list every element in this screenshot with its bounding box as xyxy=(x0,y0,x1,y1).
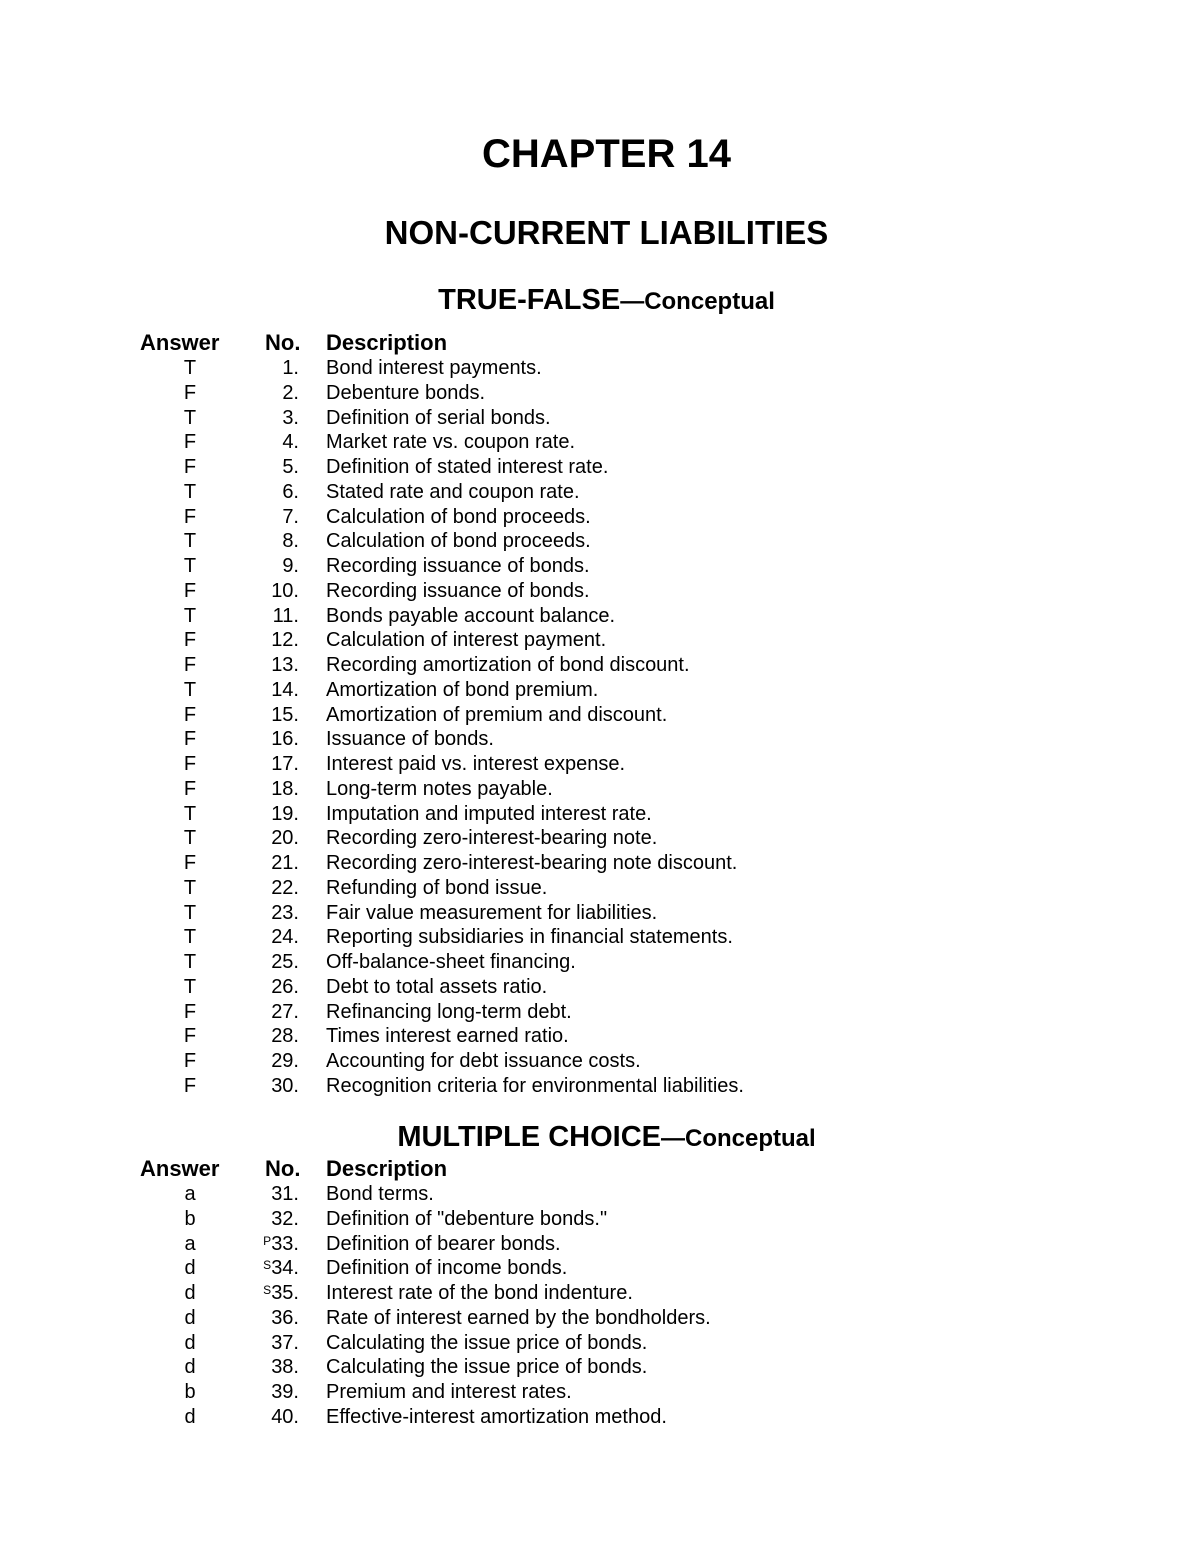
answer-cell: F xyxy=(183,852,197,874)
true-false-heading-dash: — xyxy=(620,288,645,315)
true-false-heading-main: TRUE-FALSE xyxy=(438,284,621,316)
question-row xyxy=(0,430,1200,455)
description-cell: Off-balance-sheet financing. xyxy=(326,951,576,973)
question-number: 17. xyxy=(271,753,299,775)
answer-cell: F xyxy=(183,431,197,454)
question-row xyxy=(0,604,1200,629)
description-cell: Calculating the issue price of bonds. xyxy=(326,1356,648,1379)
question-number: 2. xyxy=(282,381,299,404)
question-number: 34. xyxy=(271,1257,299,1280)
question-number-cell xyxy=(220,727,299,752)
description-cell: Refinancing long-term debt. xyxy=(326,1000,572,1023)
description-cell: Long-term notes payable. xyxy=(326,777,553,800)
question-number: 12. xyxy=(271,629,299,652)
description-cell: Bond terms. xyxy=(326,1183,434,1205)
answer-cell: T xyxy=(183,357,197,379)
answer-cell: d xyxy=(184,1257,196,1280)
description-cell: Calculating the issue price of bonds. xyxy=(326,1331,648,1354)
question-number-cell xyxy=(220,1000,299,1025)
question-number-cell xyxy=(220,975,299,1000)
question-number: 13. xyxy=(271,654,299,676)
question-number: 37. xyxy=(271,1331,299,1354)
question-number: 11. xyxy=(272,604,299,627)
answer-cell: b xyxy=(184,1381,196,1403)
question-row xyxy=(0,752,1200,777)
description-cell: Recording zero-interest-bearing note. xyxy=(326,827,658,850)
question-number: 14. xyxy=(271,678,299,701)
answer-cell: T xyxy=(183,480,197,503)
answer-column-header: Answer xyxy=(140,330,220,355)
question-number-cell xyxy=(220,381,299,406)
question-number-cell xyxy=(220,1355,299,1380)
answer-cell: F xyxy=(183,777,197,800)
description-cell: Reporting subsidiaries in financial statements. xyxy=(326,926,733,949)
question-number-cell xyxy=(220,1281,299,1306)
answer-cell: F xyxy=(183,753,197,775)
answer-cell: T xyxy=(183,975,197,998)
question-number: 7. xyxy=(282,505,299,528)
question-number: 27. xyxy=(271,1000,299,1023)
description-cell: Imputation and imputed interest rate. xyxy=(326,802,652,825)
question-number: 21. xyxy=(271,852,299,874)
question-row xyxy=(0,1074,1200,1099)
question-row xyxy=(0,554,1200,579)
question-number-cell xyxy=(220,505,299,530)
question-row xyxy=(0,1380,1200,1405)
question-row xyxy=(0,1256,1200,1281)
description-cell: Fair value measurement for liabilities. xyxy=(326,901,658,924)
question-row xyxy=(0,480,1200,505)
question-number: 3. xyxy=(282,406,299,429)
question-row xyxy=(0,1049,1200,1074)
description-column-header: Description xyxy=(326,1156,448,1181)
question-number: 23. xyxy=(271,901,299,924)
question-row xyxy=(0,727,1200,752)
question-row xyxy=(0,1355,1200,1380)
answer-cell: T xyxy=(183,901,197,924)
answer-cell: F xyxy=(183,1074,197,1097)
true-false-table xyxy=(0,330,1200,1099)
question-row xyxy=(0,975,1200,1000)
description-cell: Bond interest payments. xyxy=(326,357,542,379)
question-row xyxy=(0,950,1200,975)
question-number: 35. xyxy=(271,1282,299,1304)
description-cell: Times interest earned ratio. xyxy=(326,1025,569,1048)
question-row xyxy=(0,1000,1200,1025)
answer-cell: F xyxy=(183,654,197,676)
question-number-cell xyxy=(220,430,299,455)
number-column-header: No. xyxy=(265,330,301,355)
description-cell: Calculation of bond proceeds. xyxy=(326,505,591,528)
answer-cell: T xyxy=(183,530,197,553)
description-cell: Debenture bonds. xyxy=(326,381,486,404)
question-number: 31. xyxy=(271,1183,299,1205)
question-row xyxy=(0,628,1200,653)
question-row xyxy=(0,1281,1200,1306)
question-row xyxy=(0,505,1200,530)
question-number-cell xyxy=(220,1232,299,1257)
answer-cell: F xyxy=(183,505,197,528)
question-number-cell xyxy=(220,554,299,579)
answer-cell: F xyxy=(183,456,197,478)
answer-cell: T xyxy=(183,555,197,577)
question-number-cell xyxy=(220,1256,299,1281)
question-row xyxy=(0,703,1200,728)
description-cell: Interest paid vs. interest expense. xyxy=(326,753,626,775)
question-number: 25. xyxy=(271,951,299,973)
answer-cell: T xyxy=(183,876,197,899)
multiple-choice-heading xyxy=(0,1119,1200,1160)
description-cell: Recording zero-interest-bearing note discount. xyxy=(326,852,738,874)
true-false-header-row xyxy=(0,330,1200,356)
description-cell: Recording amortization of bond discount. xyxy=(326,654,690,676)
answer-cell: d xyxy=(184,1282,196,1304)
question-number: 33. xyxy=(271,1232,299,1255)
question-number-cell xyxy=(220,1024,299,1049)
chapter-title: CHAPTER 14 xyxy=(482,132,731,176)
description-cell: Calculation of bond proceeds. xyxy=(326,530,591,553)
question-row xyxy=(0,455,1200,480)
question-row xyxy=(0,579,1200,604)
question-number-cell xyxy=(220,1306,299,1331)
question-number: 6. xyxy=(282,480,299,503)
description-cell: Calculation of interest payment. xyxy=(326,629,607,652)
answer-column-header: Answer xyxy=(140,1156,220,1181)
question-number-cell xyxy=(220,480,299,505)
multiple-choice-heading-dash: — xyxy=(661,1125,685,1152)
multiple-choice-header-row xyxy=(0,1156,1200,1182)
answer-cell: a xyxy=(184,1183,196,1205)
question-number: 4. xyxy=(282,431,299,454)
question-row xyxy=(0,851,1200,876)
question-number-cell xyxy=(220,1331,299,1356)
description-cell: Premium and interest rates. xyxy=(326,1381,572,1403)
question-number: 29. xyxy=(271,1050,299,1072)
question-number: 36. xyxy=(271,1306,299,1329)
question-row xyxy=(0,1024,1200,1049)
question-number-cell xyxy=(220,1405,299,1430)
question-row xyxy=(0,1306,1200,1331)
question-row xyxy=(0,925,1200,950)
answer-cell: F xyxy=(183,1000,197,1023)
question-row xyxy=(0,653,1200,678)
question-row xyxy=(0,1232,1200,1257)
question-number-cell xyxy=(220,1074,299,1099)
answer-cell: T xyxy=(183,951,197,973)
chapter-subtitle: NON-CURRENT LIABILITIES xyxy=(384,214,829,251)
multiple-choice-heading-main: MULTIPLE CHOICE xyxy=(397,1121,661,1153)
question-number: 28. xyxy=(271,1025,299,1048)
true-false-heading xyxy=(0,282,1200,323)
question-number: 9. xyxy=(282,555,299,577)
answer-cell: F xyxy=(183,703,197,726)
question-number-cell xyxy=(220,1380,299,1405)
answer-cell: d xyxy=(184,1306,196,1329)
description-cell: Refunding of bond issue. xyxy=(326,876,548,899)
description-cell: Effective-interest amortization method. xyxy=(326,1405,667,1428)
answer-cell: T xyxy=(183,827,197,850)
question-number-cell xyxy=(220,1182,299,1207)
description-cell: Definition of "debenture bonds." xyxy=(326,1207,608,1230)
question-number: 10. xyxy=(271,579,299,602)
true-false-heading-sub: Conceptual xyxy=(644,288,775,315)
description-cell: Market rate vs. coupon rate. xyxy=(326,431,576,454)
question-row xyxy=(0,356,1200,381)
question-number-cell xyxy=(220,950,299,975)
answer-cell: F xyxy=(183,1025,197,1048)
description-column-header: Description xyxy=(326,330,448,355)
answer-cell: d xyxy=(184,1405,196,1428)
question-row xyxy=(0,777,1200,802)
question-number-cell xyxy=(220,604,299,629)
description-cell: Definition of stated interest rate. xyxy=(326,456,609,478)
question-number-cell xyxy=(220,901,299,926)
description-cell: Definition of bearer bonds. xyxy=(326,1232,561,1255)
description-cell: Rate of interest earned by the bondholders. xyxy=(326,1306,711,1329)
question-number-cell xyxy=(220,356,299,381)
question-number: 18. xyxy=(271,777,299,800)
question-number: 30. xyxy=(271,1074,299,1097)
description-cell: Issuance of bonds. xyxy=(326,728,494,751)
question-row xyxy=(0,1182,1200,1207)
answer-cell: T xyxy=(183,604,197,627)
answer-cell: F xyxy=(183,579,197,602)
answer-cell: F xyxy=(183,728,197,751)
multiple-choice-heading-sub: Conceptual xyxy=(685,1125,816,1152)
question-number: 20. xyxy=(271,827,299,850)
answer-cell: b xyxy=(184,1207,196,1230)
question-row xyxy=(0,901,1200,926)
answer-cell: F xyxy=(183,381,197,404)
question-number: 19. xyxy=(271,802,299,825)
description-cell: Bonds payable account balance. xyxy=(326,604,616,627)
question-row xyxy=(0,381,1200,406)
description-cell: Definition of serial bonds. xyxy=(326,406,551,429)
question-number-cell xyxy=(220,529,299,554)
question-row xyxy=(0,1331,1200,1356)
answer-cell: T xyxy=(183,926,197,949)
question-number-cell xyxy=(220,455,299,480)
question-number: 22. xyxy=(271,876,299,899)
description-cell: Interest rate of the bond indenture. xyxy=(326,1282,633,1304)
answer-cell: d xyxy=(184,1356,196,1379)
description-cell: Recording issuance of bonds. xyxy=(326,555,590,577)
question-marker: S xyxy=(263,1258,272,1273)
answer-cell: a xyxy=(184,1232,196,1255)
question-number: 39. xyxy=(271,1381,299,1403)
question-row xyxy=(0,1405,1200,1430)
question-number-cell xyxy=(220,1207,299,1232)
question-number: 16. xyxy=(271,728,299,751)
answer-cell: F xyxy=(183,629,197,652)
question-number-cell xyxy=(220,802,299,827)
number-column-header: No. xyxy=(265,1156,301,1181)
description-cell: Accounting for debt issuance costs. xyxy=(326,1050,641,1072)
question-marker: P xyxy=(263,1233,272,1248)
question-number-cell xyxy=(220,653,299,678)
question-number: 32. xyxy=(271,1207,299,1230)
answer-cell: T xyxy=(183,678,197,701)
question-row xyxy=(0,802,1200,827)
question-number-cell xyxy=(220,1049,299,1074)
question-number-cell xyxy=(220,925,299,950)
multiple-choice-table xyxy=(0,1156,1200,1430)
description-cell: Definition of income bonds. xyxy=(326,1257,568,1280)
question-number: 15. xyxy=(271,703,299,726)
question-row xyxy=(0,876,1200,901)
answer-cell: T xyxy=(183,802,197,825)
description-cell: Amortization of bond premium. xyxy=(326,678,599,701)
question-marker: S xyxy=(263,1283,272,1297)
question-number-cell xyxy=(220,752,299,777)
question-number: 24. xyxy=(271,926,299,949)
question-row xyxy=(0,529,1200,554)
question-number-cell xyxy=(220,826,299,851)
question-number-cell xyxy=(220,851,299,876)
question-number-cell xyxy=(220,876,299,901)
question-number-cell xyxy=(220,703,299,728)
question-number-cell xyxy=(220,579,299,604)
answer-cell: d xyxy=(184,1331,196,1354)
question-row xyxy=(0,678,1200,703)
question-number-cell xyxy=(220,777,299,802)
description-cell: Recording issuance of bonds. xyxy=(326,579,590,602)
answer-cell: T xyxy=(183,406,197,429)
question-row xyxy=(0,406,1200,431)
question-number-cell xyxy=(220,406,299,431)
question-number: 40. xyxy=(271,1405,299,1428)
question-number: 5. xyxy=(282,456,299,478)
question-number-cell xyxy=(220,628,299,653)
question-row xyxy=(0,1207,1200,1232)
answer-cell: F xyxy=(183,1050,197,1072)
description-cell: Recognition criteria for environmental liabilities. xyxy=(326,1074,744,1097)
description-cell: Stated rate and coupon rate. xyxy=(326,480,580,503)
question-number: 38. xyxy=(271,1356,299,1379)
question-number: 8. xyxy=(282,530,299,553)
question-number: 1. xyxy=(282,357,299,379)
question-row xyxy=(0,826,1200,851)
question-number-cell xyxy=(220,678,299,703)
question-number: 26. xyxy=(271,975,299,998)
description-cell: Debt to total assets ratio. xyxy=(326,975,548,998)
description-cell: Amortization of premium and discount. xyxy=(326,703,668,726)
